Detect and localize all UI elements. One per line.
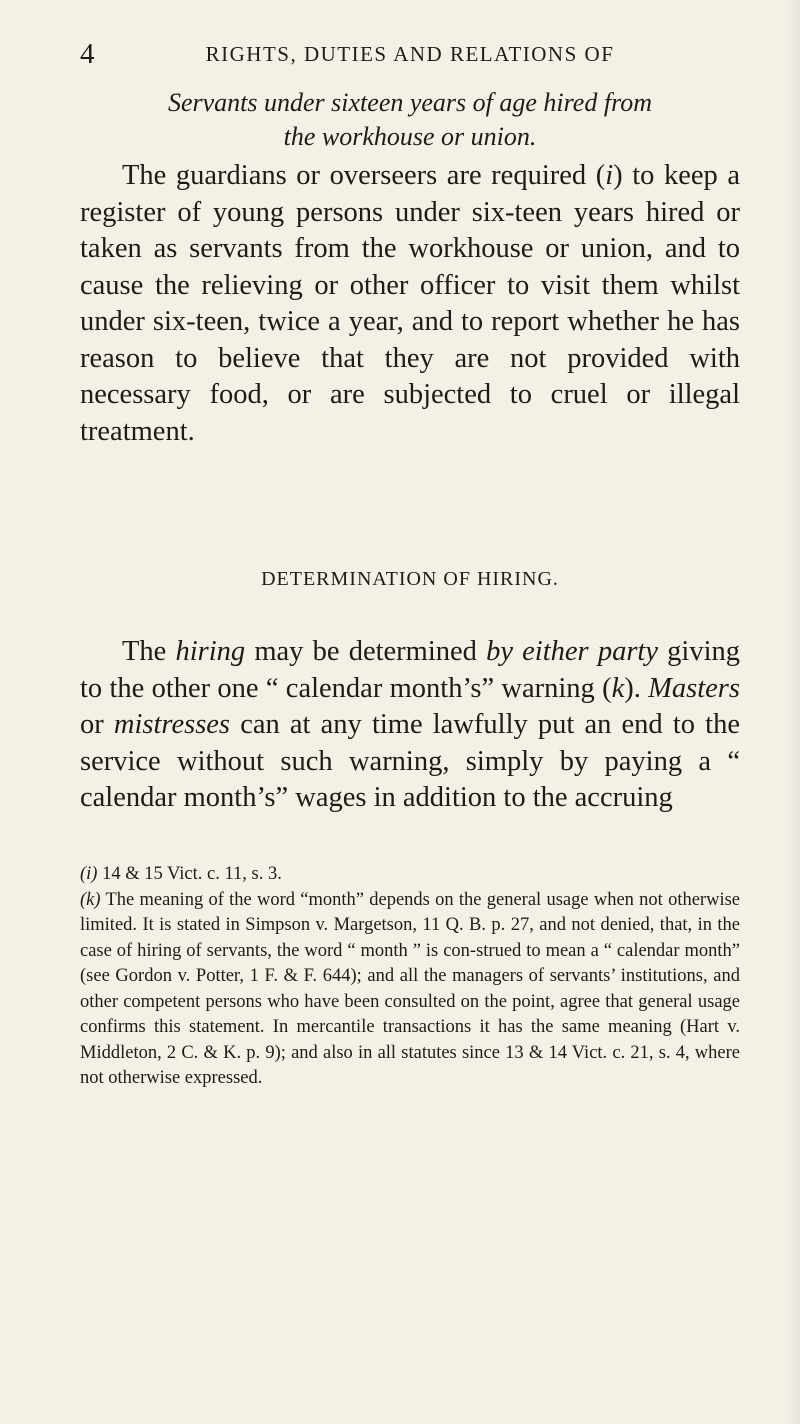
footnote-reference-k: k — [611, 672, 625, 704]
section-heading — [80, 86, 740, 154]
paragraph-text: ) to keep a register of young persons under six-teen years hired or taken as servants from the workhouse or union, and to cause the relieving or other officer to visit them whilst under six-teen, twice a year, and to report whether he has reason to believe that they are not provided with necessary food, or are subjected to cruel or illegal treatment. — [80, 160, 740, 447]
subheading-determination-of-hiring: DETERMINATION OF HIRING. — [261, 568, 559, 590]
page-number: 4 — [80, 38, 95, 70]
footnotes — [80, 862, 740, 1092]
paragraph-register-of-young-servants — [80, 158, 740, 450]
paragraph-determination-of-hiring — [80, 634, 740, 817]
paragraph-text: The guardians or overseers are required ( — [122, 160, 606, 191]
paragraph-text: giving to the other one “ calendar month’s” warning ( — [80, 636, 741, 704]
paragraph-text: may be determined — [245, 636, 487, 667]
paragraph-text: The — [122, 636, 176, 667]
section-heading-line-1: Servants under sixteen years of age hired from — [167, 88, 653, 117]
italic-term-mistresses: mistresses — [113, 709, 231, 740]
paragraph-text: ). — [624, 672, 649, 704]
italic-term-masters: Masters — [648, 672, 740, 704]
section-heading-line-2: the workhouse or union. — [283, 122, 537, 151]
footnote-i — [80, 862, 740, 888]
footnote-text: The meaning of the word “month” depends on the general usage when not otherwise limited. It is stated in Simpson v. Margetson, 11 Q. B. p. 27, and not denied, that, in the case of hiring of servants, the word “ month ” is con-strued to mean a “ calendar month” (see Gordon v. Potter, 1 F. & F. 644); and all the managers of servants’ institutions, and other competent persons who have been consulted on the point, agree that general usage confirms this statement. In mercantile transactions it has the same meaning (Hart v. Middleton, 2 C. & K. p. 9); and also in all statutes since 13 & 14 Vict. c. 21, s. 4, where not otherwise expressed. — [80, 889, 740, 1088]
footnote-marker: (i) — [80, 864, 98, 884]
page-edge-shadow — [786, 0, 800, 1424]
italic-term-hiring: hiring — [175, 636, 246, 667]
running-title: RIGHTS, DUTIES AND RELATIONS OF — [205, 42, 615, 66]
paragraph-text: or — [80, 709, 114, 740]
footnote-marker: (k) — [80, 889, 101, 910]
footnote-reference-i: i — [605, 160, 614, 191]
paragraph-text: can at any time lawfully put an end to the service without such warning, simply by paying a “ calendar month’s” wages in addition to the accruing — [80, 709, 740, 813]
page-header — [80, 38, 740, 78]
footnote-text: 14 & 15 Vict. c. 11, s. 3. — [97, 864, 282, 884]
footnote-k — [80, 888, 740, 1092]
italic-term-either-party: by either party — [486, 636, 658, 667]
